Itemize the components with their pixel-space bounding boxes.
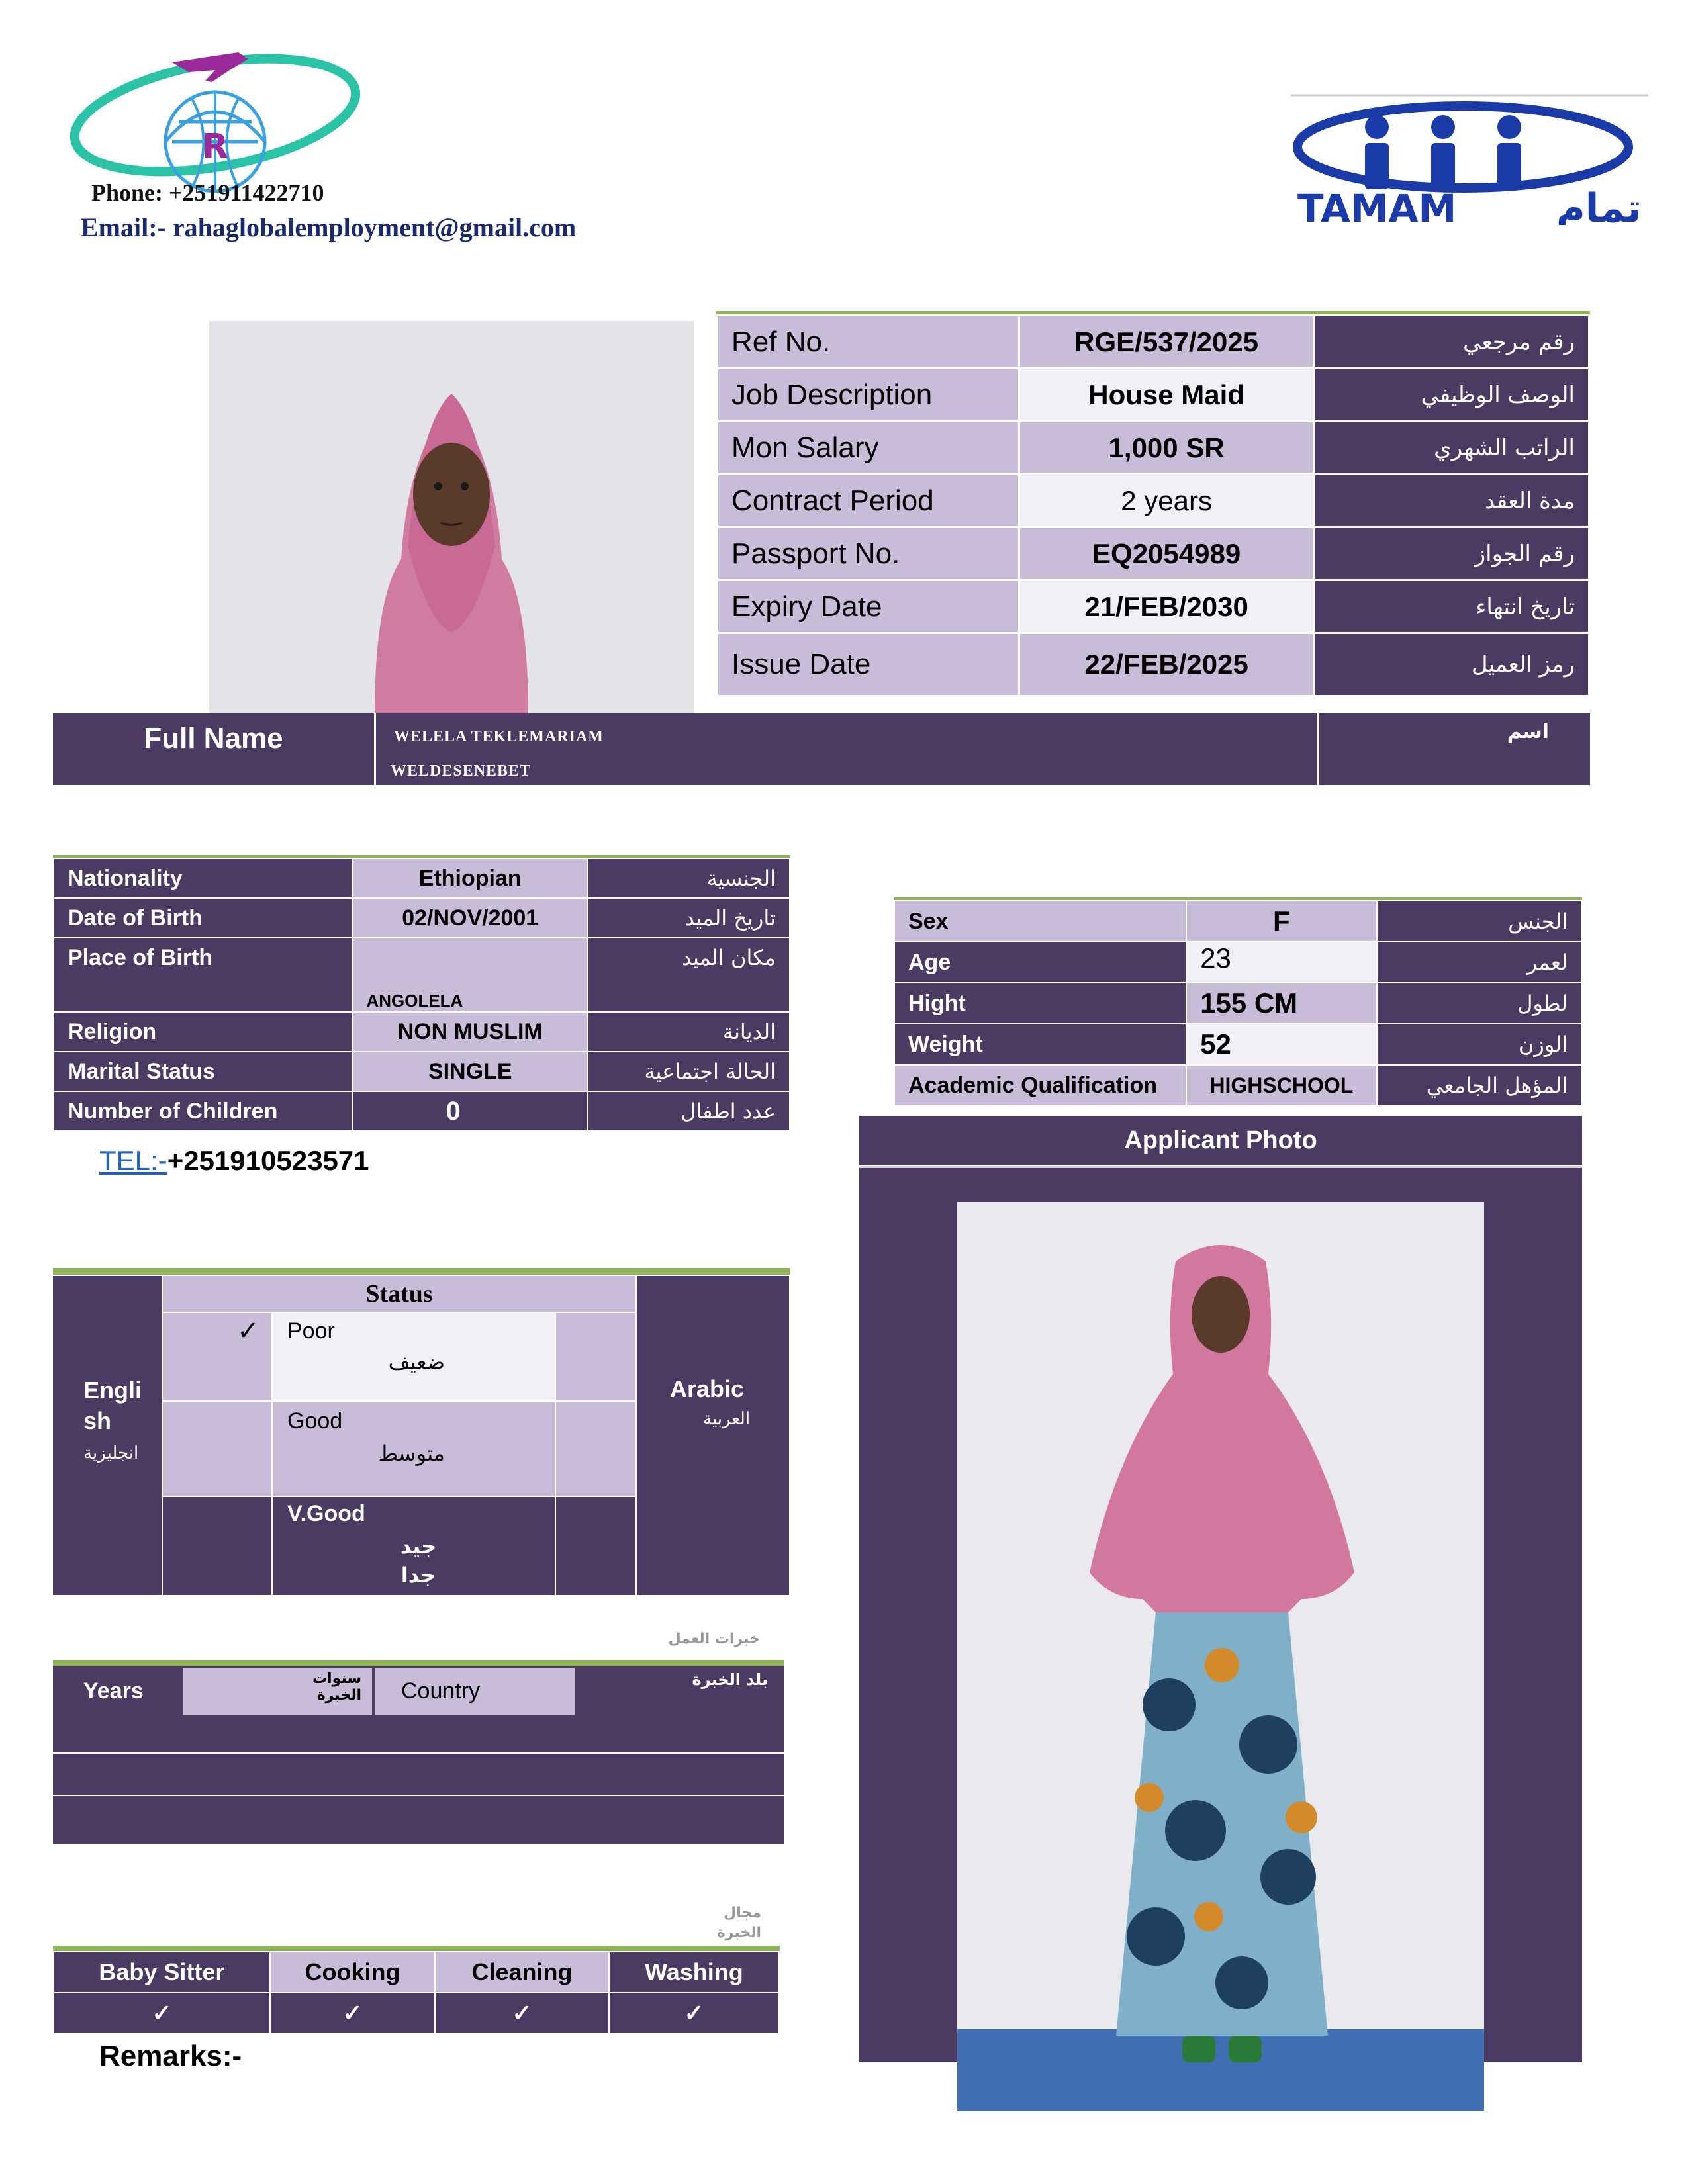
table-row [54, 1012, 790, 1052]
english-arabic: انجليزية [83, 1443, 139, 1463]
marital-arabic: الحالة اجتماعية [588, 1052, 790, 1091]
divider [859, 1166, 1582, 1168]
contract-arabic: مدة العقد [1314, 475, 1589, 527]
contract-label: Contract Period [718, 475, 1019, 527]
personal-table [53, 858, 790, 1132]
ref-value: RGE/537/2025 [1019, 316, 1314, 369]
tel-number: +251910523571 [167, 1145, 369, 1176]
job-value: House Maid [1019, 369, 1314, 422]
experience-table [53, 1661, 784, 1844]
english-vgood-check [163, 1497, 273, 1595]
english-poor-check [163, 1313, 271, 1400]
skills-table [53, 1951, 780, 2034]
weight-value: 52 [1186, 1024, 1376, 1065]
table-row [894, 942, 1581, 983]
passport-arabic: رقم الجواز [1314, 527, 1589, 580]
table-row [718, 422, 1589, 475]
expiry-label: Expiry Date [718, 580, 1019, 633]
full-name-arabic: اسم [1507, 720, 1549, 743]
expiry-value: 21/FEB/2030 [1019, 580, 1314, 633]
level-good-label: Good [287, 1408, 343, 1433]
country-cell [375, 1668, 575, 1715]
issue-label: Issue Date [718, 633, 1019, 696]
table-row [718, 580, 1589, 633]
level-good [273, 1402, 555, 1496]
checkmark-icon: ✓ [237, 1316, 259, 1345]
issue-value: 22/FEB/2025 [1019, 633, 1314, 696]
job-arabic: الوصف الوظيفي [1314, 369, 1589, 422]
tamam-logo [1291, 93, 1648, 225]
table-row [54, 898, 790, 938]
pob-label: Place of Birth [54, 938, 352, 1012]
table-row [54, 938, 790, 1012]
years-label: Years [83, 1678, 144, 1704]
tel-link[interactable]: TEL:- [99, 1145, 167, 1176]
children-arabic: عدد اطفال [588, 1091, 790, 1131]
skill-cooking: Cooking [270, 1952, 435, 1993]
table-row [54, 1091, 790, 1131]
skills-section-arabic: مجال الخبرة [716, 1905, 761, 1941]
salary-value: 1,000 SR [1019, 422, 1314, 475]
arabic-label: Arabic [670, 1375, 745, 1402]
salary-arabic: الراتب الشهري [1314, 422, 1589, 475]
qualification-value: HIGHSCHOOL [1186, 1065, 1376, 1106]
arabic-vgood-check [556, 1497, 635, 1595]
level-poor [273, 1313, 555, 1400]
expiry-arabic: تاريخ انتهاء [1314, 580, 1589, 633]
arabic-good-check [556, 1402, 635, 1496]
salary-label: Mon Salary [718, 422, 1019, 475]
table-row [894, 901, 1581, 942]
full-name-line1: WELELA TEKLEMARIAM [394, 728, 604, 745]
table-row [718, 316, 1589, 369]
tel-line [99, 1145, 369, 1177]
tamam-arabic: تمام [1556, 185, 1642, 225]
years-arabic-cell [183, 1668, 372, 1715]
arabic-arabic: العربية [703, 1408, 751, 1428]
table-row [718, 527, 1589, 580]
skill-washing: Washing [609, 1952, 779, 1993]
table-row [894, 1024, 1581, 1065]
language-table [53, 1271, 790, 1595]
children-label: Number of Children [54, 1091, 352, 1131]
country-arabic: بلد الخبرة [692, 1670, 768, 1689]
english-column [53, 1276, 162, 1595]
english-label: Engli sh [83, 1377, 142, 1434]
physical-table [894, 900, 1582, 1107]
logo-letter: R [201, 127, 229, 167]
ref-label: Ref No. [718, 316, 1019, 369]
age-label: Age [894, 942, 1186, 983]
agency-phone: Phone: +251911422710 [91, 179, 324, 206]
table-row [54, 1952, 779, 1993]
passport-label: Passport No. [718, 527, 1019, 580]
divider [53, 1795, 784, 1796]
table-row [894, 1065, 1581, 1106]
level-good-arabic: متوسط [378, 1441, 445, 1466]
religion-value: NON MUSLIM [352, 1012, 588, 1052]
applicant-photo-title: Applicant Photo [859, 1116, 1582, 1167]
religion-arabic: الديانة [588, 1012, 790, 1052]
passport-value: EQ2054989 [1019, 527, 1314, 580]
pob-arabic: مكان الميد [588, 938, 790, 1012]
tamam-text: TAMAM [1297, 186, 1457, 225]
table-row [718, 369, 1589, 422]
level-vgood-label: V.Good [287, 1501, 365, 1526]
table-row [54, 1993, 779, 2034]
qualification-label: Academic Qualification [894, 1065, 1186, 1106]
age-value: 23 [1186, 942, 1376, 983]
level-vgood [273, 1497, 556, 1595]
level-poor-arabic: ضعيف [388, 1349, 445, 1375]
religion-label: Religion [54, 1012, 352, 1052]
nationality-label: Nationality [54, 858, 352, 898]
full-name-bar [53, 713, 1590, 785]
weight-arabic: الوزن [1377, 1024, 1581, 1065]
job-label: Job Description [718, 369, 1019, 422]
remarks-label: Remarks:- [99, 2040, 242, 2072]
table-row [54, 858, 790, 898]
marital-label: Marital Status [54, 1052, 352, 1091]
full-name-label: Full Name [53, 713, 376, 785]
status-header: Status [163, 1276, 635, 1312]
height-label: Hight [894, 983, 1186, 1024]
children-value: 0 [352, 1091, 588, 1131]
skill-cleaning: Cleaning [435, 1952, 609, 1993]
qualification-arabic: المؤهل الجامعي [1377, 1065, 1581, 1106]
table-row [718, 475, 1589, 527]
portrait-photo [209, 321, 694, 715]
nationality-arabic: الجنسية [588, 858, 790, 898]
level-vgood-arabic: جيد جدا [400, 1533, 437, 1588]
sex-arabic: الجنس [1377, 901, 1581, 942]
checkmark-icon: ✓ [435, 1993, 609, 2034]
pob-value: ANGOLELA [352, 938, 588, 1012]
marital-value: SINGLE [352, 1052, 588, 1091]
checkmark-icon: ✓ [609, 1993, 779, 2034]
full-name-line2: WELDESENEBET [391, 762, 532, 780]
height-value: 155 CM [1186, 983, 1376, 1024]
arabic-poor-check [556, 1313, 635, 1400]
table-row [54, 1052, 790, 1091]
english-good-check [163, 1402, 271, 1496]
sex-label: Sex [894, 901, 1186, 942]
skill-baby-sitter: Baby Sitter [54, 1952, 270, 1993]
years-arabic: سنوات الخبرة [312, 1670, 361, 1704]
agency-email: Email:- rahaglobalemployment@gmail.com [81, 212, 577, 242]
dob-label: Date of Birth [54, 898, 352, 938]
experience-section-arabic: خبرات العمل [668, 1631, 760, 1647]
checkmark-icon: ✓ [270, 1993, 435, 2034]
weight-label: Weight [894, 1024, 1186, 1065]
reference-table [716, 314, 1590, 697]
divider [53, 1752, 784, 1754]
table-row [894, 983, 1581, 1024]
table-row [718, 633, 1589, 696]
ref-arabic: رقم مرجعي [1314, 316, 1589, 369]
checkmark-icon: ✓ [54, 1993, 270, 2034]
agency-logo [66, 42, 364, 195]
country-label: Country [401, 1678, 481, 1704]
age-arabic: لعمر [1377, 942, 1581, 983]
nationality-value: Ethiopian [352, 858, 588, 898]
height-arabic: لطول [1377, 983, 1581, 1024]
dob-value: 02/NOV/2001 [352, 898, 588, 938]
sex-value: F [1186, 901, 1376, 942]
divider [1317, 713, 1319, 785]
arabic-column [637, 1276, 789, 1595]
issue-arabic: رمز العميل [1314, 633, 1589, 696]
dob-arabic: تاريخ الميد [588, 898, 790, 938]
contract-value: 2 years [1019, 475, 1314, 527]
level-poor-label: Poor [287, 1318, 335, 1343]
applicant-full-photo [957, 1202, 1484, 2111]
